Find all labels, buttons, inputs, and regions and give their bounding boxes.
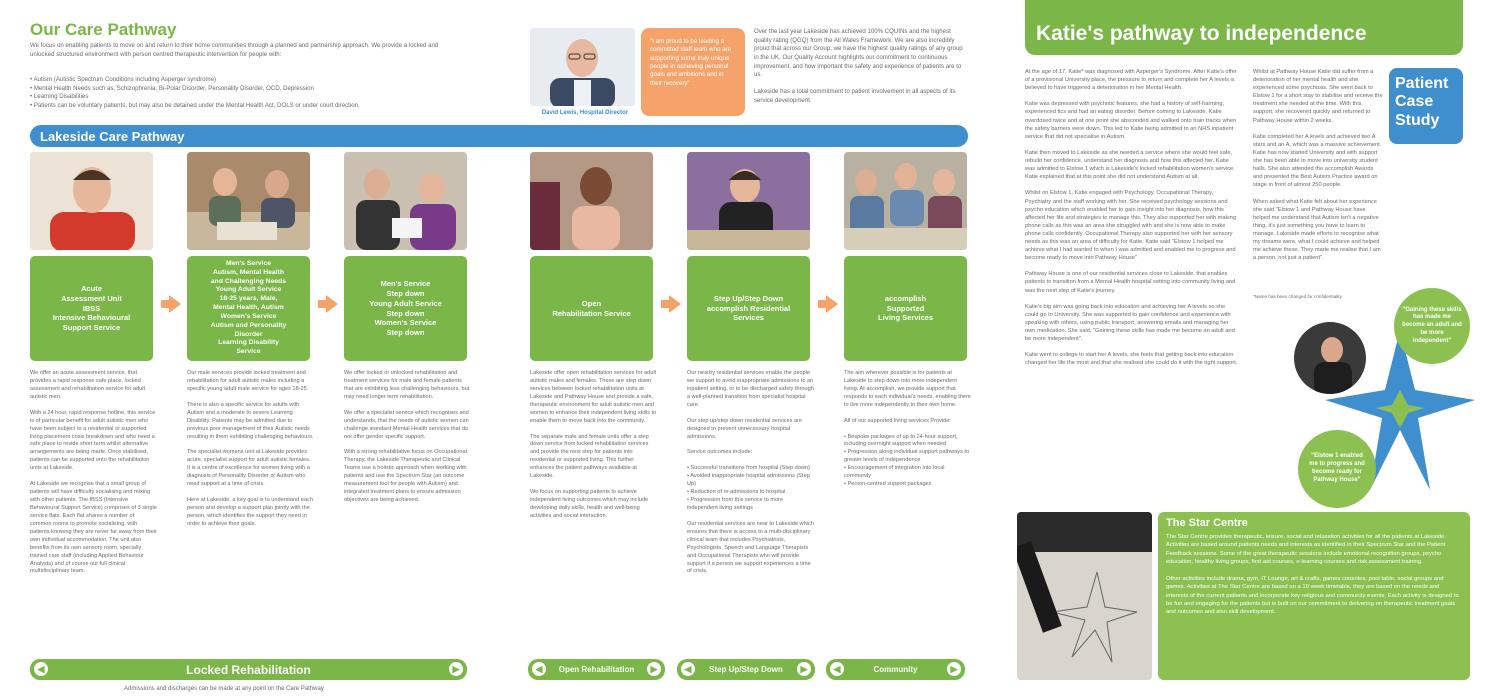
stage-photo-1: [30, 152, 153, 250]
director-quote: "I am proud to be leading a committed staff team who are supporting some truly unique people in achieving personal goals and ambitions and in their recovery": [641, 28, 745, 116]
director-caption: David Lewis, Hospital Director: [541, 110, 629, 116]
arrow-left-icon: ◀: [34, 662, 48, 676]
star-centre-panel: [1158, 512, 1470, 680]
stage-photo-3: [344, 152, 467, 250]
star-centre-photo: [1017, 512, 1152, 680]
page-title: Our Care Pathway: [30, 20, 177, 39]
stage-photo-2: [187, 152, 310, 250]
stage-photo-5: [687, 152, 810, 250]
star-centre-title: The Star Centre: [1166, 517, 1248, 529]
katie-photo: [1294, 322, 1366, 394]
case-study-title: Katie's pathway to independence: [1025, 0, 1463, 55]
stage-box-mens-service: Men's Service Autism, Mental Health and Challenging Needs Young Adult Service 18-25 years, Male, Mental Health, Autism Women's Service Autism and Personality Disorder Learning Disability Service: [187, 256, 310, 361]
arrow-left-icon: ◀: [532, 662, 546, 676]
step-up-step-down-button[interactable]: [677, 659, 815, 680]
col-text-supported-living: The aim wherever possible is for patients at Lakeside to step down into more independent living. At accomplish, we provide support that responds to each individual's needs, enabling them to live more independently in their own home. All of our supported living services Provide: • Bespoke packages of up to 24-hour support, including overnight support when needed • Progression along individual support pathways to greater levels of independence • Encouragement of integration into local community • Person-centred support packages: [844, 370, 971, 488]
director-photo: [530, 28, 635, 106]
step-up-step-down-label: Step Up/Step Down: [709, 665, 783, 674]
stage-box-step-down: Men's Service Step down Young Adult Service Step down Women's Service Step down: [344, 256, 467, 361]
stage-photo-4: [530, 152, 653, 250]
stage-box-open-rehab: Open Rehabilitation Service: [530, 256, 653, 361]
arrow-right-icon: ▶: [797, 662, 811, 676]
col-text-step-down: We offer locked or unlocked rehabilitation and treatment services for male and female patients that are exhibiting less challenging behaviours, but may need longer term rehabilitation. We offer a specialist service which recognises and understands, that the needs of autistic women can challenge standard Mental Health services that do not offer gender specific support. With a strong rehabilitative focus on Occupational Therapy, the Lakeside Therapeutic and Clinical Teams use a holistic approach when working with patients and use the Spectrum Star (an outcome measurement tool for people with Autism) and integrated treatment plans to ensure admission objectives are being achieved.: [344, 370, 470, 503]
arrow-right-icon: ▶: [947, 662, 961, 676]
stage-photo-6: [844, 152, 967, 250]
open-rehab-button[interactable]: [528, 659, 665, 680]
conditions-list: • Autism (Autistic Spectrum Conditions including Asperger syndrome) • Mental Health Needs such as, Schizophrenia, Bi-Polar Disorder, Personality Disorder, OCD, Depression • Learning Disabilities • Patients can be voluntary patients, but may also be detained under the Mental Health Act, DOLS or under court direction.: [30, 76, 360, 109]
patient-case-study-badge: Patient Case Study: [1389, 68, 1463, 144]
pathway-banner: Lakeside Care Pathway: [30, 125, 968, 147]
case-text-col1: At the age of 17, Katie* was diagnosed with Asperger's Syndrome. After Katie's offer of a provisional University place, the pressure to return and complete her A levels is believed to have triggered a deterioration in her Mental Health. Katie was depressed with psychotic features, she had a history of self-harming, experienced tics and had an eating disorder. Before coming to Lakeside, Katie overdosed twice and at one point she absconded and walked onto train tracks when the safety barriers were down. This led to Katie being admitted to an NHS inpatient service that did not specialise in Autism. Katie then moved to Lakeside as she needed a service where she would feel safe, rebuild her confidence, understand her diagnosis and how this affected her. Katie was admitted to Elstow 1 which is Lakeside's locked rehabilitation women's service. Katie explained that at this point she did not understand Autism at all. Whilst on Elstow 1, Katie engaged with Psychology, Occupational Therapy, Psychiatry and the staff working with her. She received psychology sessions and psycho education which enabled her to gain insight into her diagnosis, how this affected her life and strategies to manage this. They also supported her with making phone calls as this was an area she struggled with and she is now able to make phone calls confidently. Occupational Therapy also supported her with her sensory needs as this was an area of difficulty for Katie. Katie said "Elstow 1 helped me achieve what I had wanted to when I was admitted and enabled me to progress and become ready to move into Pathway House" Pathway House is one of our residential services close to Lakeside, that enables patients to transition from a Mental Health hospital setting into community living and was the next step of Katie's journey. Katie's big aim was going back into education and achieving her A levels so she could go to University. She was supported to gain confidence and experience with speaking with others, using public transport, answering emails and managing her own medication. She said, "Gaining these skills has made me become an adult and be more independent". Katie went to college to start her A levels, she feels that getting back into education changed her life the most and that she realised she could do it with the right support.: [1025, 69, 1238, 367]
arrow-right-icon: ▶: [449, 662, 463, 676]
community-button[interactable]: [826, 659, 965, 680]
quote-bubble-independent: "Gaining these skills has made me become an adult and be more independent": [1394, 288, 1470, 364]
footnote: Admissions and discharges can be made at any point on the Care Pathway: [124, 686, 324, 692]
stage-box-step-up-step-down: Step Up/Step Down accomplish Residential Services: [687, 256, 810, 361]
locked-rehab-button[interactable]: [30, 659, 467, 680]
arrow-left-icon: ◀: [830, 662, 844, 676]
col-text-residential: Our nearby residential services enable the people we support to avoid inappropriate admissions to an inpatient setting, or to be discharged safely through a well-planned transition from specialist hospital care. Our step up/step down residential services are designed to prevent unnecessary hospital admissions. Service outcomes include: • Successful transitions from hospital (Step down) • Avoided inappropriate hospital admissions (Step Up) • Reduction of re-admissions to hospital • Progression from this service to more independent living settings Our residential services are near to Lakeside which ensures that there is access to a multi-disciplinary clinical team that includes Psychiatrists, Psychologists, Speech and Language Therapists and Occupational Therapists who will provide support if a person we support experiences a time of crisis.: [687, 370, 814, 575]
case-text-col2: Whilst at Pathway House Katie did suffer from a deterioration of her mental health and she experienced some psychosis. She went back to Elstow 1 for a short stay to stabilise and receive the treatment she needed at the time. With this support, she recovered quickly and returned to Pathway House within 2 weeks. Katie completed her A levels and achieved two A stars and an A, which was a massive achievement. Katie has now started University and with support she has been able to move into university student halls. She also attended the accomplish Awards and presented the Best Autism Practice award on stage in front of almost 250 people. When asked what Katie felt about her experience she said "Elstow 1 and Pathway House have helped me understand that Autism isn't a negative thing, it's just something you have to learn to manage. Lakeside made efforts to recognise what my dreams were, what I could achieve and helped me achieve these. They made me realise that I am a person, not just a patient".: [1253, 69, 1383, 262]
col-text-acute: We offer an acute assessment service, that provides a rapid response safe place, locked assessment and rehabilitation service for adult autistic men. With a 24 hour, rapid response hotline, this service is of particular benefit for adult autistic men who have been subject to a residential or supported living placement crisis breakdown and who need a safe place to reside short term whilst alternative arrangements are being made. Once stabilised, patients can be supported onto the rehabilitation units at Lakeside. At Lakeside we recognise that a small group of patients will have difficulty socialising and mixing with other patients. The IBSS (Intensive Behavioural Support Service) comprises of 3 single service flats. Each flat shares a number of common rooms to promote socialising, with patients knowing they are never far away from their own individual accommodation. The unit also benefits from its own sensory room, specially trained care staff (including Applied Behaviour Analysts) and of course our full clinical multidisciplinary team.: [30, 370, 157, 575]
confidentiality-note: *Name has been changed for confidentiality: [1253, 294, 1342, 299]
stage-box-acute: Acute Assessment Unit IBSS Intensive Behavioural Support Service: [30, 256, 153, 361]
stage-box-supported-living: accomplish Supported Living Services: [844, 256, 967, 361]
star-centre-text: The Star Centre provides therapeutic, leisure, social and relaxation activities for all the patients at Lakeside. Activities are based around patients needs and interests as identified in their Spectrum Star and the Patient Feedback sessions. Some of the great therapeutic sessions include emotional recognition groups, psycho education, healthy living groups, first aid courses, e-learning courses and risk assessment training. Other activities include drama, gym, IT Lounge, art & crafts, games consoles, pool table, social groups and games. Activities at The Star Centre are based on a 10 week timetable, they are based on the needs and interests of the current patients and incorporate key religious and community events. Each activity is designed to be fun and engaging for the patients but is built on our commitment to delivering on therapeutic treatment goals and outcomes and also skill development.: [1166, 534, 1459, 616]
open-rehab-label: Open Rehabilitation: [558, 665, 635, 674]
locked-rehab-label: Locked Rehabilitation: [186, 662, 311, 677]
intro-text: We focus on enabling patients to move on and return to their home communities through a planned and partnership approach. We provide a locked and unlocked structured environment with person centred therapeutic intervention for people with:: [30, 42, 439, 58]
community-label: Community: [873, 665, 918, 674]
col-text-mens: Our male services provide locked treatment and rehabilitation for adult autistic males including a specific young adult male service for ages 18-25. There is also a specific service for adults with Autism and a moderate to severe Learning Disability. Patients may be admitted due to previous poor management of their Autistic needs resulting in them exhibiting challenging behaviours. The specialist womens unit at Lakeside provides acute, specialist support for adult autistic females. It is a centre of excellence for women living with a diagnosis of Personality Disorder or Autism who need support at a time of crisis. Here at Lakeside, a key goal is to understand each person and develop a support plan jointly with the person, which identifies the support they need in order to achieve their goals.: [187, 370, 314, 527]
cqc-text: Over the last year Lakeside has achieved 100% CQUINs and the highest quality rating (QGQ) from the All Wales Framework. We are also incredibly proud that across our Group, we have the highest quality ratings of any group in the UK. Our Quality Account highlights our commitment to continuous improvement, and how important the safety and experience of patients are to us. Lakeside has a total commitment to patient involvement in all aspects of its service development.: [754, 28, 963, 105]
col-text-open-rehab: Lakeside offer open rehabilitation services for adult autistic males and females. These are step down services between locked rehabilitation units at Lakeside and Pathway House and provide a safe, therapeutic environment for adult autistic men and women to enhance their independent living skills to enable them to move back into the community. The separate male and female units offer a step down service from locked rehabilitation services and provide the next step for patients into residential or supported living. This further enhances the patient pathways available at Lakeside. We focus on supporting patients to achieve independent living outcomes which may include developing daily skills, health and well-being activities and social interaction.: [530, 370, 657, 519]
arrow-right-icon: ▶: [647, 662, 661, 676]
quote-bubble-elstow: "Elstow 1 enabled me to progress and become ready for Pathway House": [1298, 430, 1376, 508]
arrow-left-icon: ◀: [681, 662, 695, 676]
